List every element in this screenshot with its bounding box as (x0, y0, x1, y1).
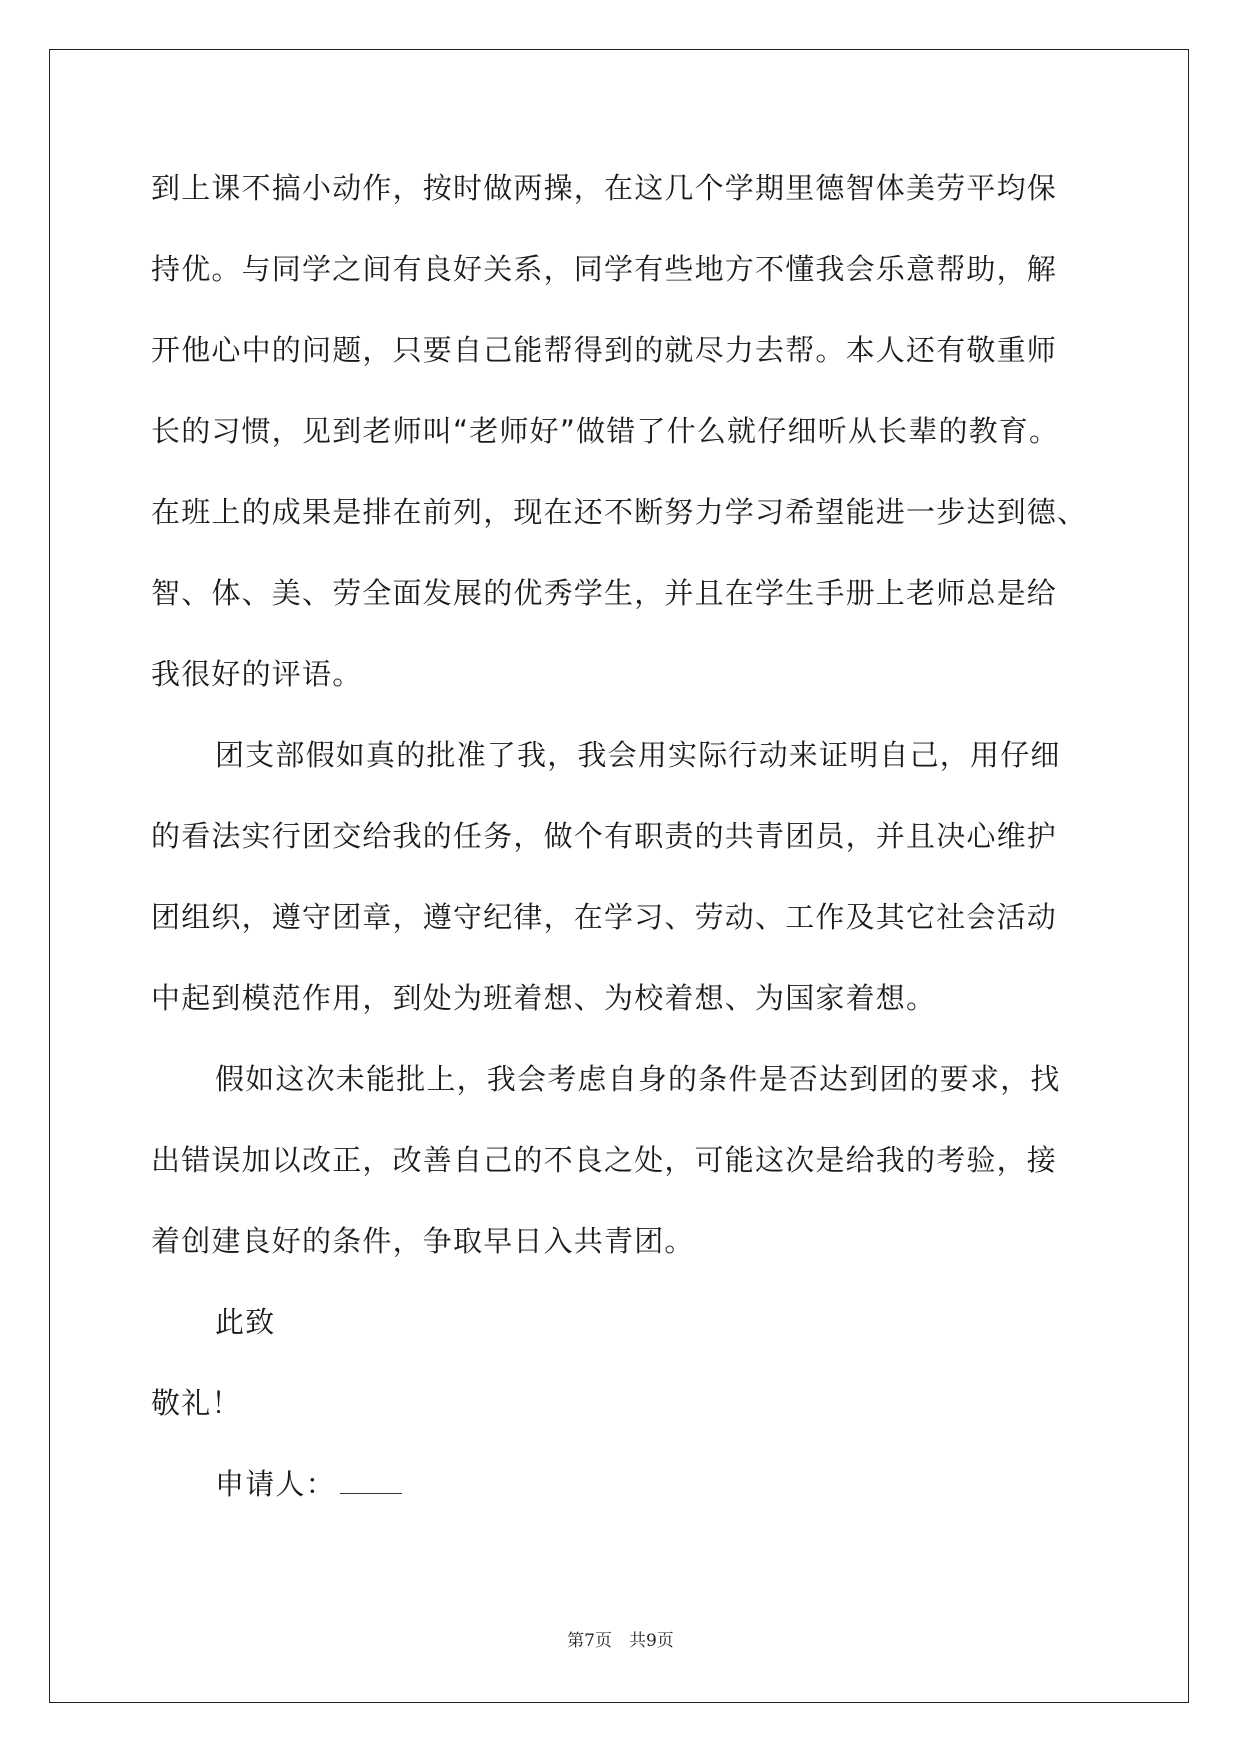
text-line: 团支部假如真的批准了我，我会用实际行动来证明自己，用仔细 (215, 738, 1061, 772)
closing-regards: 敬礼！ (151, 1386, 242, 1420)
text-line: 我很好的评语。 (151, 657, 363, 691)
applicant-label: 申请人： (215, 1467, 336, 1501)
text-line: 着创建良好的条件，争取早日入共青团。 (151, 1224, 695, 1258)
document-body (151, 160, 1091, 1537)
closing-salutation: 此致 (215, 1305, 276, 1339)
text-line: 智、体、美、劳全面发展的优秀学生，并且在学生手册上老师总是给 (151, 576, 1058, 610)
text-line: 中起到模范作用，到处为班着想、为校着想、为国家着想。 (151, 981, 937, 1015)
text-line: 长的习惯，见到老师叫“老师好”做错了什么就仔细听从长辈的教育。 (151, 414, 1060, 448)
page-footer (0, 1626, 1241, 1651)
text-line: 的看法实行团交给我的任务，做个有职责的共青团员，并且决心维护 (151, 819, 1058, 853)
text-line: 在班上的成果是排在前列，现在还不断努力学习希望能进一步达到德、 (151, 495, 1088, 529)
page-number: 第7页 共9页 (567, 1631, 674, 1651)
text-line: 出错误加以改正，改善自己的不良之处，可能这次是给我的考验，接 (151, 1143, 1058, 1177)
applicant-signature-line (151, 1456, 1091, 1537)
text-line: 到上课不搞小动作，按时做两操，在这几个学期里德智体美劳平均保 (151, 171, 1058, 205)
text-line: 持优。与同学之间有良好关系，同学有些地方不懂我会乐意帮助，解 (151, 252, 1058, 286)
text-line: 假如这次未能批上，我会考虑自身的条件是否达到团的要求，找 (215, 1062, 1061, 1096)
signature-blank (340, 1467, 402, 1494)
text-line: 团组织，遵守团章，遵守纪律，在学习、劳动、工作及其它社会活动 (151, 900, 1058, 934)
text-line: 开他心中的问题，只要自己能帮得到的就尽力去帮。本人还有敬重师 (151, 333, 1058, 367)
